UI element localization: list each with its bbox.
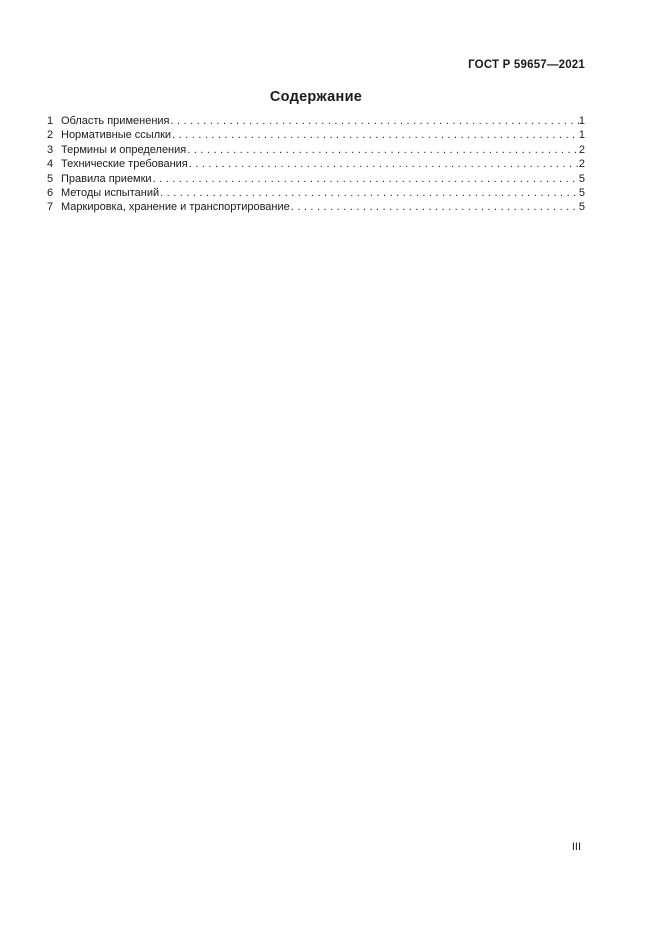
- standard-designation: ГОСТ Р 59657—2021: [468, 59, 585, 71]
- toc-entry: [47, 172, 585, 186]
- toc-entry-page: 5: [578, 201, 585, 214]
- toc-entry-page: 2: [578, 158, 585, 171]
- toc-dot-leader: [187, 143, 579, 157]
- toc-entry-number: 2: [47, 129, 54, 142]
- toc-entry: [47, 157, 585, 171]
- toc-entry-title: Методы испытаний: [61, 186, 160, 199]
- toc-entry-number: 6: [47, 186, 54, 199]
- toc-entry-page: 1: [578, 129, 585, 142]
- toc-dot-leader: [171, 114, 579, 128]
- page-footer: [47, 841, 581, 853]
- document-header: [47, 59, 585, 71]
- toc-entry: [47, 114, 585, 128]
- toc-entry-number: 4: [47, 158, 54, 171]
- toc-entry-number: 3: [47, 143, 54, 156]
- toc-entry-title: Нормативные ссылки: [61, 129, 172, 142]
- toc-entry-page: 5: [578, 186, 585, 199]
- toc-entry-title: Правила приемки: [61, 172, 152, 185]
- toc-entry-title: Технические требования: [61, 158, 188, 171]
- toc-dot-leader: [160, 186, 579, 200]
- toc-entry-number: 1: [47, 115, 54, 127]
- toc-entry: [47, 186, 585, 200]
- table-of-contents: [47, 114, 585, 215]
- toc-entry-page: 2: [578, 143, 585, 156]
- toc-entry: [47, 200, 585, 214]
- toc-entry-number: 7: [47, 201, 54, 214]
- toc-dot-leader: [189, 157, 579, 171]
- toc-entry: [47, 128, 585, 142]
- toc-dot-leader: [153, 172, 579, 186]
- toc-entry-page: 5: [578, 172, 585, 185]
- toc-dot-leader: [172, 128, 579, 142]
- toc-entry-title: Область применения: [61, 115, 170, 127]
- contents-title: Содержание: [269, 89, 363, 105]
- toc-entry-title: Термины и определения: [61, 143, 187, 156]
- page-number: III: [571, 841, 581, 853]
- toc-dot-leader: [291, 200, 579, 214]
- toc-entry-number: 5: [47, 172, 54, 185]
- toc-entry-title: Маркировка, хранение и транспортирование: [61, 201, 290, 214]
- toc-entry-page: 1: [578, 115, 585, 127]
- toc-entry: [47, 143, 585, 157]
